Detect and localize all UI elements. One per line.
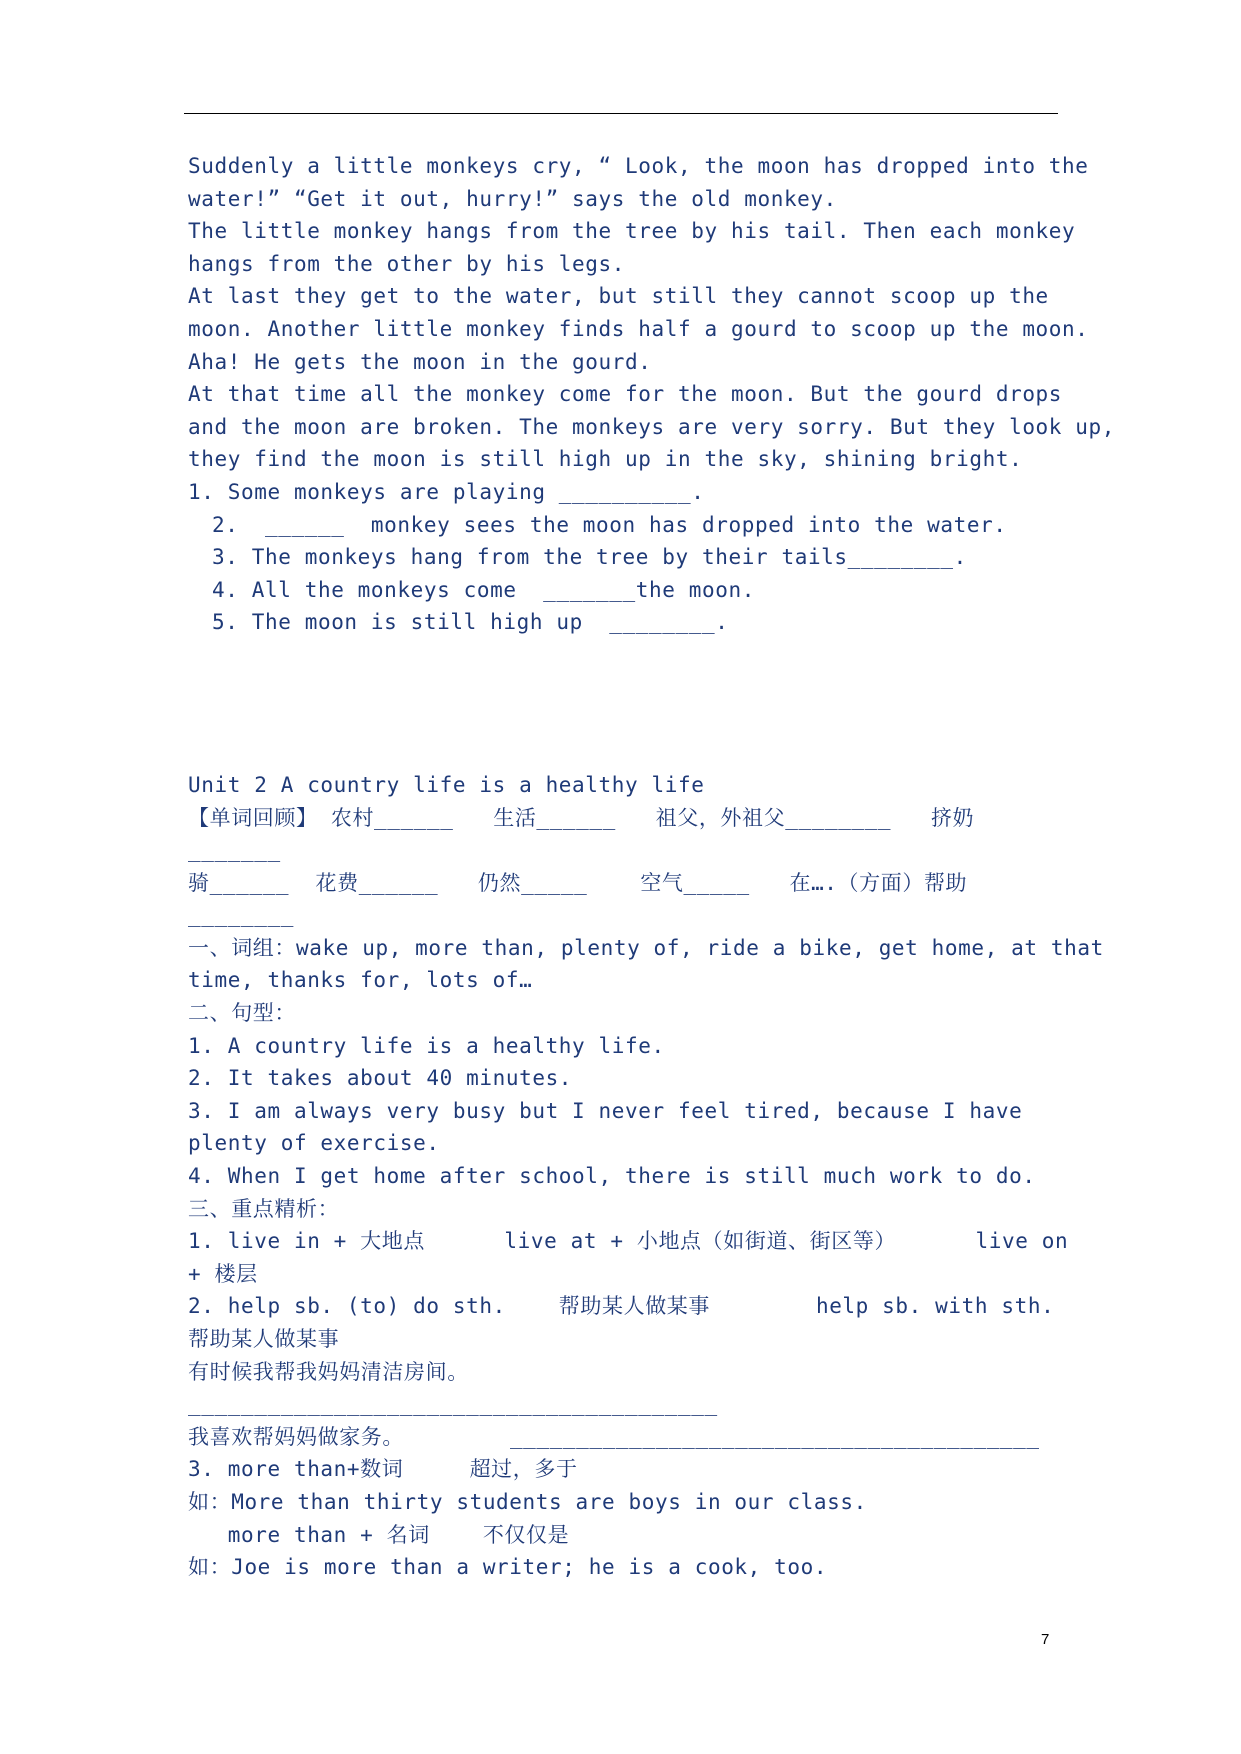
story-line: At that time all the monkey come for the moon. But the gourd drops bbox=[188, 382, 1063, 407]
analysis-line: 3. more than+数词 超过，多于 bbox=[188, 1457, 578, 1482]
analysis-line: 1. live in + 大地点 live at + 小地点（如街道、街区等） live on bbox=[188, 1229, 1069, 1254]
story-line: At last they get to the water, but still they cannot scoop up the bbox=[188, 284, 1049, 309]
story-line: and the moon are broken. The monkeys are very sorry. But they look up, bbox=[188, 414, 1116, 439]
sentence-line: 3. I am always very busy but I never feel tired, because I have bbox=[188, 1098, 1023, 1123]
analysis-line: 如：More than thirty students are boys in our class. bbox=[188, 1489, 867, 1514]
story-line: moon. Another little monkey finds half a gourd to scoop up the moon. bbox=[188, 316, 1089, 341]
analysis-line: 2. help sb. (to) do sth. 帮助某人做某事 help sb. with sth. bbox=[188, 1294, 1055, 1319]
analysis-line: 如：Joe is more than a writer; he is a cook, too. bbox=[188, 1555, 828, 1580]
sentences-heading: 二、句型： bbox=[188, 1001, 296, 1026]
story-line: Aha! He gets the moon in the gourd. bbox=[188, 349, 652, 374]
unit-title: Unit 2 A country life is a healthy life bbox=[188, 772, 705, 797]
sentence-line: plenty of exercise. bbox=[188, 1131, 440, 1156]
story-line: The little monkey hangs from the tree by his tail. Then each monkey bbox=[188, 219, 1076, 244]
answer-blank-line: ________________________________________ bbox=[188, 1392, 718, 1417]
story-line: Suddenly a little monkeys cry, “ Look, the moon has dropped into the bbox=[188, 154, 1089, 178]
question-line: 4. All the monkeys come _______the moon. bbox=[212, 577, 755, 602]
story-line: they find the moon is still high up in the sky, shining bright. bbox=[188, 447, 1023, 472]
sentence-line: 1. A country life is a healthy life. bbox=[188, 1033, 665, 1058]
header-rule bbox=[184, 113, 1058, 114]
vocab-line: 骑______ 花费______ 仍然_____ 空气_____ 在….（方面）帮助 bbox=[188, 870, 968, 895]
story-line: hangs from the other by his legs. bbox=[188, 251, 626, 276]
page-number: 7 bbox=[1041, 1631, 1050, 1648]
vocab-line: ________ bbox=[188, 903, 294, 928]
analysis-line: 帮助某人做某事 bbox=[188, 1327, 340, 1351]
analysis-line: more than + 名词 不仅仅是 bbox=[188, 1522, 570, 1547]
analysis-line: 我喜欢帮妈妈做家务。 ________________________________________ bbox=[188, 1424, 1040, 1449]
section-gap bbox=[188, 639, 1088, 769]
story-line: water!” “Get it out, hurry!” says the old monkey. bbox=[188, 186, 837, 211]
vocab-line: 【单词回顾】 农村______ 生活______ 祖父，外祖父________ 挤奶 bbox=[188, 805, 975, 830]
question-line: 5. The moon is still high up ________. bbox=[212, 610, 729, 635]
phrases-line: 一、词组：wake up, more than, plenty of, ride a bike, get home, at that bbox=[188, 935, 1104, 960]
analysis-line: 有时候我帮我妈妈清洁房间。 bbox=[188, 1359, 469, 1384]
sentence-line: 2. It takes about 40 minutes. bbox=[188, 1066, 573, 1091]
question-line: 3. The monkeys hang from the tree by their tails________. bbox=[212, 545, 967, 570]
question-line: 1. Some monkeys are playing __________. bbox=[188, 479, 705, 504]
analysis-line: + 楼层 bbox=[188, 1261, 258, 1286]
page-content bbox=[188, 150, 1116, 1584]
question-line: 2. ______ monkey sees the moon has dropped into the water. bbox=[212, 512, 1007, 537]
sentence-line: 4. When I get home after school, there is still much work to do. bbox=[188, 1164, 1036, 1189]
analysis-heading: 三、重点精析： bbox=[188, 1196, 340, 1221]
vocab-line: _______ bbox=[188, 838, 281, 863]
phrases-line: time, thanks for, lots of… bbox=[188, 968, 533, 993]
